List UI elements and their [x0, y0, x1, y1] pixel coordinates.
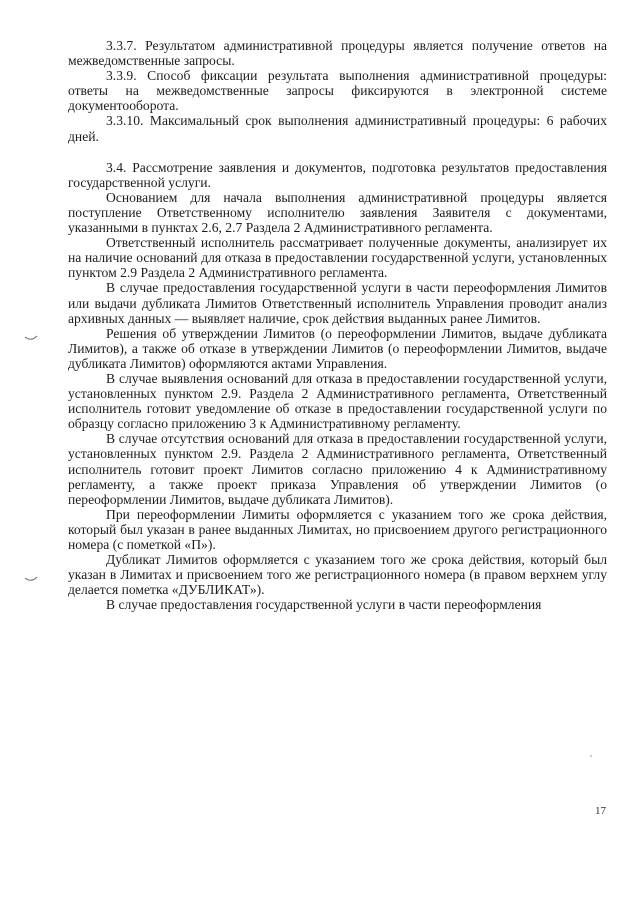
- paragraph-basis: Основанием для начала выполнения административной процедуры является поступление Ответственному исполнителю заявления Заявителя с документами, указанными в пунктах 2.6, 2.7 Раздела 2 Административного регламента.: [68, 189, 607, 236]
- paragraph-archive-analysis: В случае предоставления государственной услуги в части переоформления Лимитов или выдачи дубликата Лимитов Ответственный исполнитель Управления проводит анализ архивных данных — выявляет наличие, срок действия выданных ранее Лимитов.: [68, 280, 607, 326]
- paragraph-continued: В случае предоставления государственной услуги в части переоформления: [106, 597, 542, 613]
- scan-speck: [590, 755, 592, 757]
- paragraph-review: Ответственный исполнитель рассматривает полученные документы, анализирует их на наличие оснований для отказа в предоставлении государственной услуги, установленных пунктом 2.9 Раздела 2 Административного регламента.: [68, 235, 607, 281]
- paragraph-3-3-7: 3.3.7. Результатом административной процедуры является получение ответов на межведомственные запросы.: [68, 38, 607, 69]
- margin-pencil-mark: [24, 576, 38, 583]
- page-number: 17: [595, 805, 606, 817]
- paragraph-duplicate: Дубликат Лимитов оформляется с указанием того же срока действия, который был указан в Лимитах и присвоением того же регистрационного номера (в правом верхнем углу делается пометка «ДУБЛИКАТ»).: [68, 552, 607, 598]
- paragraph-no-refusal: В случае отсутствия оснований для отказа в предоставлении государственной услуги, установленных пунктом 2.9. Раздела 2 Административного регламента, Ответственный исполнитель готовит проект Лимитов согласно приложению 4 к Административному регламенту, а также проект приказа Управления об утверждении Лимитов (о переоформлении Лимитов, выдаче дубликата Лимитов).: [68, 431, 607, 507]
- paragraph-3-3-9: 3.3.9. Способ фиксации результата выполнения административной процедуры: ответы на межведомственные запросы фиксируются в электронной системе документооборота.: [68, 68, 607, 114]
- paragraph-refusal: В случае выявления оснований для отказа в предоставлении государственной услуги, установленных пунктом 2.9. Раздела 2 Административного регламента, Ответственный исполнитель готовит уведомление об отказе в предоставлении государственной услуги по образцу согласно приложению 3 к Административному регламенту.: [68, 370, 607, 432]
- margin-pencil-mark: [24, 335, 38, 342]
- paragraph-decisions: Решения об утверждении Лимитов (о переоформлении Лимитов, выдаче дубликата Лимитов), а также об отказе в утверждении Лимитов (о переоформлении Лимитов, выдаче дубликата Лимитов) оформляются актами Управления.: [68, 325, 607, 371]
- page-body: [68, 38, 607, 612]
- section-heading-3-4: 3.4. Рассмотрение заявления и документов, подготовка результатов предоставления государственной услуги.: [68, 159, 607, 190]
- paragraph-3-3-10: 3.3.10. Максимальный срок выполнения административный процедуры: 6 рабочих дней.: [68, 113, 607, 144]
- paragraph-reissue: При переоформлении Лимиты оформляется с указанием того же срока действия, который был указан в ранее выданных Лимитах, но присвоением другого регистрационного номера (с пометкой «П»).: [68, 506, 607, 552]
